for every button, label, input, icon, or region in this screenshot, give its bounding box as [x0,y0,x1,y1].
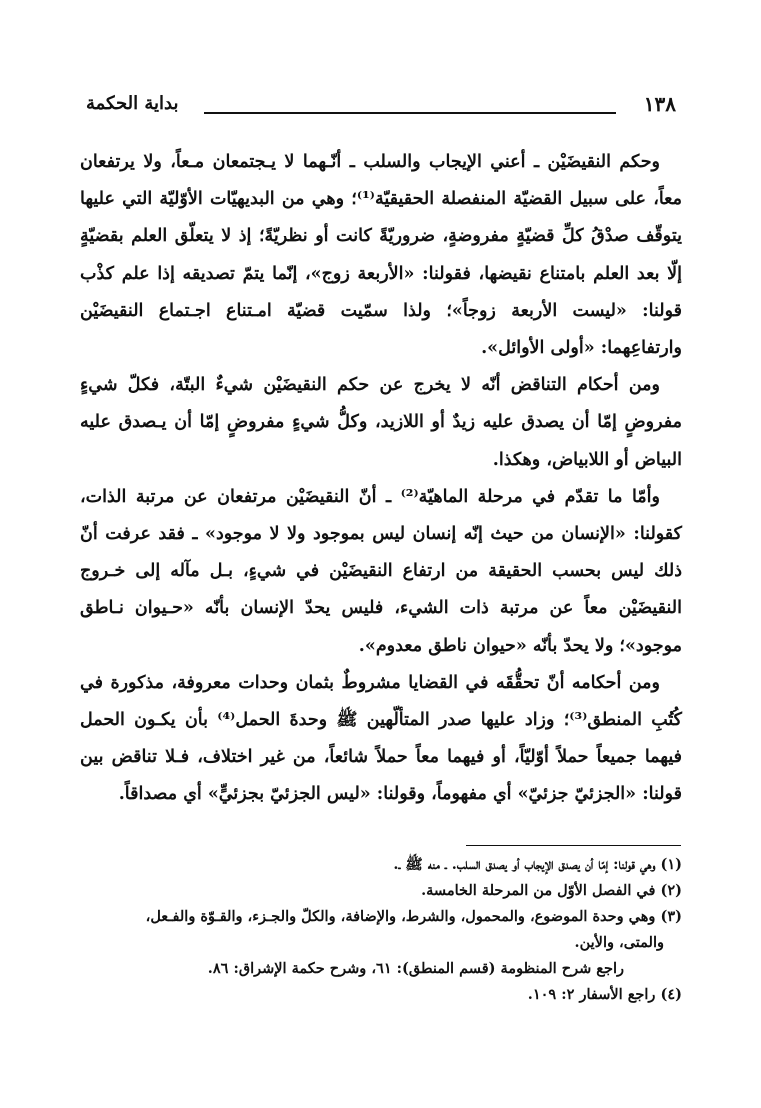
footnote-1: (١) وهي قولنا: إمّا أن يصدق الإيجاب أو يصدق السلب. ـ منه ﷺ ـ. [393,856,682,873]
footnote-3: (٣) وهي وحدة الموضوع، والمحمول، والشرط، والإضافة، والكلّ والجـزء، والقـوّة والفـعل، [145,908,682,925]
main-text [80,144,682,814]
footnote-separator [466,845,681,846]
footnote-2: (٢) في الفصل الأوّل من المرحلة الخامسة. [421,882,682,899]
page-header [86,92,676,122]
paragraph-quiddity: وأمّا ما تقدّم في مرحلة الماهيّة⁽²⁾ ـ أنّ النقيضَيْن مرتفعان عن مرتبة الذات، كقولنا: «الإنسان من حيث إنّه إنسان ليس بموجود ولا لا موجود» ـ فقد عرفت أنّ ذلك ليس بحسب الحقيقة من ارتفاع النقيضَيْن في شيءٍ، بـل مآله إلى خـروج النقيضَيْن معاً عن مرتبة ذات الشيء، فليس يحدّ الإنسان بأنّه «حـيوان نـاطق موجود»؛ ولا يحدّ بأنّه «حيوان ناطق معدوم». [80,486,682,656]
footnotes [80,852,682,1008]
paragraph-contradictories: وحكم النقيضَيْن ـ أعني الإيجاب والسلب ـ أنّـهما لا يـجتمعان مـعاً، ولا يرتفعان معاً، على سبيل القضيّة المنفصلة الحقيقيّة⁽¹⁾؛ وهي من البديهيّات الأوّليّة التي عليها يتوقّف صدْقُ كلِّ قضيّةٍ مفروضةٍ، ضروريّةً كانت أو نظريّةً؛ إذ لا يتعلّق العلم بقضيّةٍ إلّا بعد العلم بامتناع نقيضها، فقولنا: «الأربعة زوج»، إنّما يتمّ تصديقه إذا علم كذْب قولنا: «ليست الأربعة زوجاً»؛ ولذا سمّيت قضيّة امـتناع اجـتماع النقيضَيْن وارتفاعِهما: «أولى الأوائل». [80,152,683,359]
paragraph-unities: ومن أحكامه أنّ تحقُّقَه في القضايا مشروطٌ بثمان وحدات معروفة، مذكورة في كُتُبِ المنطق⁽³⁾؛ وزاد عليها صدر المتألّهين ﷺ وحدةَ الحمل⁽⁴⁾ بأن يكـون الحمل فيهما جميعاً حملاً أوّليّاً، أو فيهما معاً حملاً شائعاً، من غير اختلاف، فـلا تناقض بين قولنا: «الجزئيّ جزئيّ» أي مفهوماً، وقولنا: «ليس الجزئيّ بجزئيٍّ» أي مصداقاً. [80,672,683,805]
footnote-3-reference: راجع شرح المنظومة (قسم المنطق): ٦١، وشرح حكمة الإشراق: ٨٦. [207,960,624,977]
footnote-4: (٤) راجع الأسفار ٢: ١٠٩. [527,986,682,1003]
running-title: بداية الحكمة [86,93,179,114]
header-rule [204,112,616,114]
paragraph-no-exception: ومن أحكام التناقض أنّه لا يخرج عن حكم النقيضَيْن شيءٌ البتّة، فكلّ شيءٍ مفروضٍ إمّا أن يصدق عليه زيدٌ أو اللازيد، وكلُّ شيءٍ مفروضٍ إمّا أن يـصدق عليه البياض أو اللابياض، وهكذا. [80,375,682,470]
page-number: ١٣٨ [643,92,676,116]
footnote-3-continuation: والمتى، والأين. [574,934,664,951]
